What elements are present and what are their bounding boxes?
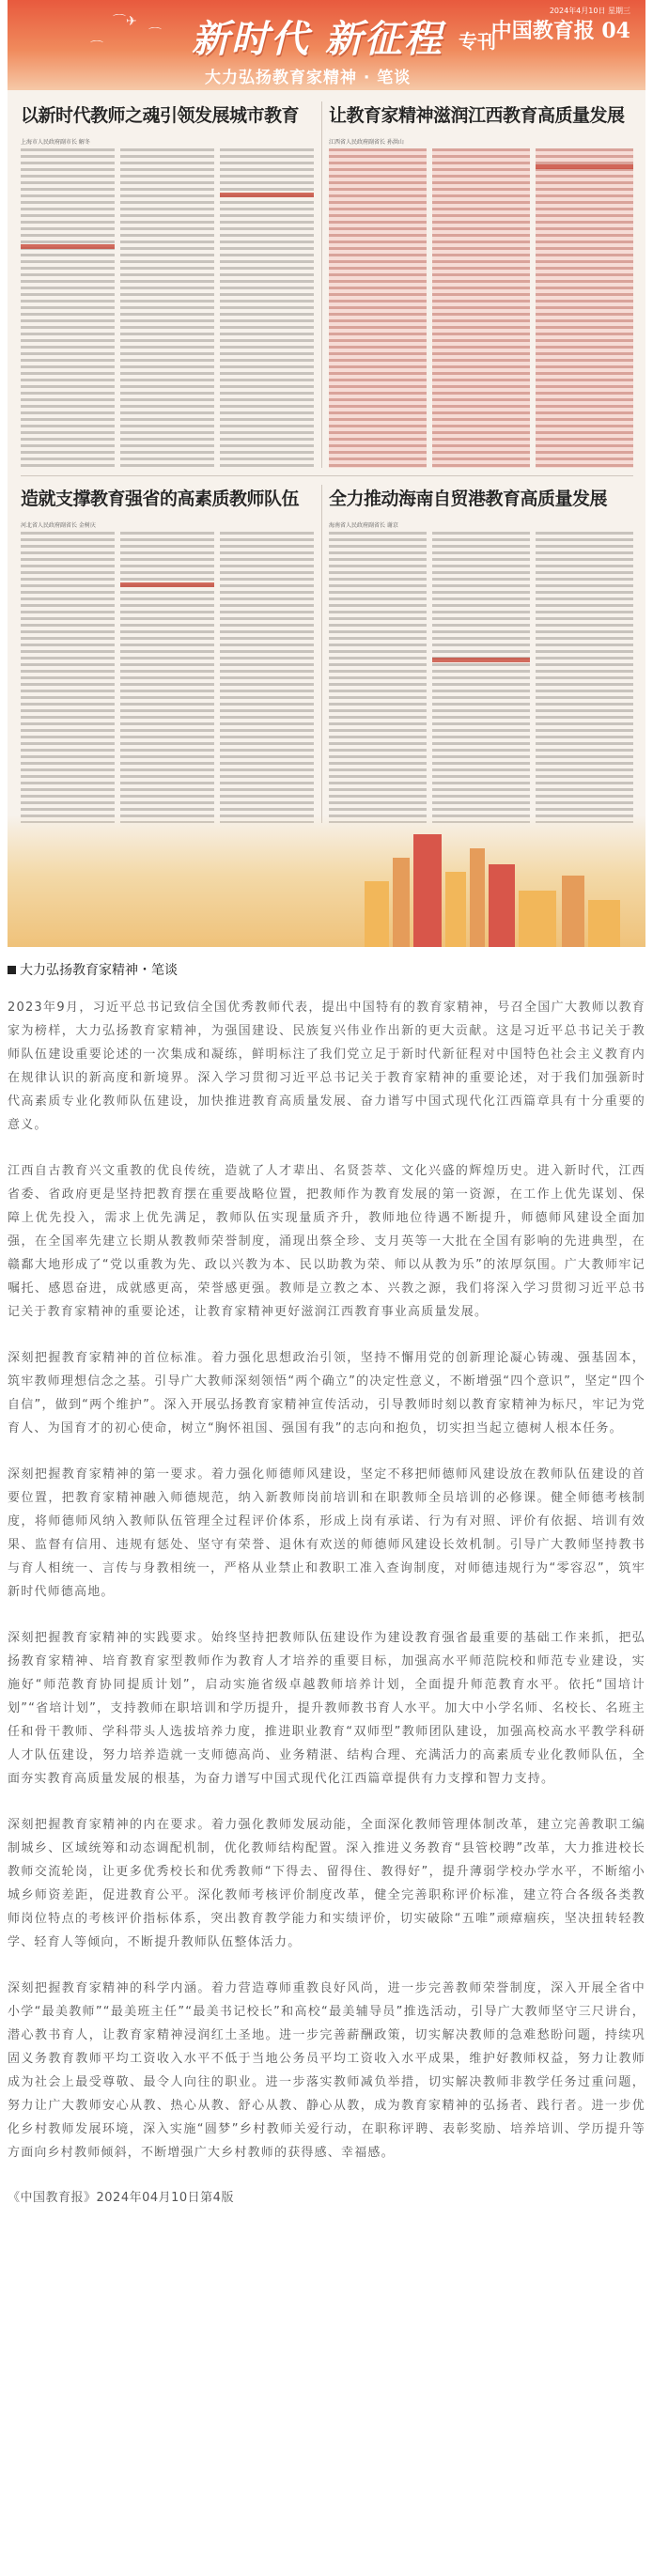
column-text [536, 148, 633, 468]
article-body [8, 960, 645, 2205]
article-source: 《中国教育报》2024年04月10日第4版 [8, 2191, 234, 2205]
column-subhead [21, 244, 115, 249]
masthead-brand [491, 15, 630, 44]
section-label-text: 大力弘扬教育家精神・笔谈 [20, 963, 178, 978]
column-divider [321, 101, 322, 468]
column-text [120, 532, 214, 823]
building-shape [413, 834, 442, 947]
article-paragraph: 深刻把握教育家精神的科学内涵。着力营造尊师重教良好风尚，进一步完善教师荣誉制度，深入开展全省中小学“最美教师”“最美班主任”“最美书记校长”和高校“最美辅导员”推选活动，引导广大教师坚守三尺讲台，潜心教书育人，让教育家精神浸润红土圣地。进一步完善薪酬政策，切实解决教师的急难愁盼问题，持续巩固义务教育教师平均工资收入水平不低于当地公务员平均工资收入水平成果，维护好教师权益，努力让教师成为社会上最受尊敬、最令人向往的职业。进一步落实教师减负举措，切实解决教师非教学任务过重问题，努力让广大教师安心从教、热心从教、舒心从教、静心从教，成为教育家精神的弘扬者、践行者。进一步优化乡村教师发展环境，深入实施“圆梦”乡村教师关爱行动，在职称评聘、表彰奖励、培养培训、学历提升等方面向乡村教师倾斜，不断增强广大乡村教师的获得感、幸福感。 [8, 1981, 645, 2160]
building-shape [470, 848, 485, 947]
column-divider [321, 485, 322, 823]
column-text [432, 148, 530, 468]
building-shape [445, 872, 466, 947]
column-text [120, 148, 214, 468]
column-byline: 河北省人民政府副省长 金树庆 [21, 522, 96, 529]
article-paragraph: 深刻把握教育家精神的第一要求。着力强化师德师风建设，坚定不移把师德师风建设放在教师队伍建设的首要位置，把教育家精神融入师德规范，纳入新教师岗前培训和在职教师全员培训的必修课。健全师德考核制度，将师德师风纳入教师队伍管理全过程评价体系，形成上岗有承诺、行为有对照、评价有依据、培训有效果、监督有信用、违规有惩处、坚守有荣誉、退休有欢送的师德师风建设长效机制。引导广大教师坚持教书与育人相统一、言传与身教相统一，严格从业禁止和教职工准入查询制度，对师德违规行为“零容忍”，筑牢新时代师德高地。 [8, 1467, 645, 1599]
column-subhead [220, 193, 314, 197]
column-text [21, 148, 115, 468]
column-text [329, 148, 427, 468]
column-text [432, 532, 530, 823]
column-headline: 全力推动海南自贸港教育高质量发展 [329, 489, 608, 509]
article-paragraph: 2023年9月，习近平总书记致信全国优秀教师代表，提出中国特有的教育家精神，号召全国广大教师以教育家为榜样，大力弘扬教育家精神，为强国建设、民族复兴伟业作出新的更大贡献。这是习近平总书记关于教师队伍建设重要论述的一次集成和凝练，鲜明标注了我们党立足于新时代新征程对中国特色社会主义教育内在规律认识的新高度和新境界。深入学习贯彻习近平总书记关于教育家精神的重要论述，对于我们加强新时代高素质专业化教师队伍建设，加快推进教育高质量发展、奋力谱写中国式现代化江西篇章具有十分重要的意义。 [8, 1001, 645, 1132]
column-headline: 以新时代教师之魂引领发展城市教育 [21, 105, 300, 126]
column-byline: 上海市人民政府副市长 解冬 [21, 139, 90, 146]
masthead-title [192, 9, 443, 63]
building-shape [562, 876, 584, 947]
column-subhead [432, 658, 530, 662]
section-label [8, 960, 645, 979]
newspaper-page-image [8, 0, 645, 947]
column-text [536, 532, 633, 823]
column-headline: 让教育家精神滋润江西教育高质量发展 [329, 105, 625, 126]
building-shape [519, 891, 556, 947]
bird-icon: ⌒ [148, 27, 162, 42]
masthead-banner [8, 0, 645, 90]
bird-icon: ⌒ [90, 40, 103, 55]
column-byline: 江西省人民政府副省长 孙洪山 [329, 139, 404, 146]
column-text [329, 532, 427, 823]
building-shape [588, 900, 620, 947]
column-text [220, 532, 314, 823]
masthead-subtitle: 大力弘扬教育家精神 · 笔谈 [205, 69, 412, 87]
masthead-date: 2024年4月10日 星期三 [549, 7, 630, 15]
section-divider [21, 475, 633, 476]
column-subhead [536, 164, 633, 169]
square-bullet-icon [8, 966, 16, 974]
article-paragraph: 江西自古教育兴文重教的优良传统，造就了人才辈出、名贤荟萃、文化兴盛的辉煌历史。进入新时代，江西省委、省政府更是坚持把教育摆在重要战略位置，把教师作为教育发展的第一资源，在工作上优先谋划、保障上优先投入，需求上优先满足，教师队伍实现量质齐升，教师地位待遇不断提升，师德师风建设全面加强，在全国率先建立长期从教教师荣誉制度，涌现出蔡全珍、支月英等一大批在全国有影响的先进典型，在赣鄱大地形成了“党以重教为先、政以兴教为本、民以助教为荣、师以从教为乐”的浓厚氛围。广大教师牢记嘱托、感恩奋进，成就感更高，荣誉感更强。教师是立教之本、兴教之源，我们将深入学习贯彻习近平总书记关于教育家精神的重要论述，让教育家精神更好滋润江西教育事业高质量发展。 [8, 1164, 645, 1319]
column-byline: 海南省人民政府副省长 谢京 [329, 522, 398, 529]
column-text [21, 532, 115, 823]
masthead-title-suffix: 专刊 [459, 30, 496, 53]
page-number: 04 [601, 19, 630, 43]
article-paragraph: 深刻把握教育家精神的实践要求。始终坚持把教师队伍建设作为建设教育强省最重要的基础工作来抓，把弘扬教育家精神、培育教育家型教师作为教育人才培养的重要目标，加强高水平师范院校和师范专业建设，实施好“师范教育协同提质计划”，启动实施省级卓越教师培养计划，全面提升师范教育水平。依托“国培计划”“省培计划”，支持教师在职培训和学历提升，提升教师教书育人水平。加大中小学名师、名校长、名班主任和骨干教师、学科带头人选拔培养力度，推进职业教育“双师型”教师团队建设，加强高校高水平教学科研人才队伍建设，努力培养造就一支师德高尚、业务精湛、结构合理、充满活力的高素质专业化教师队伍，全面夯实教育高质量发展的根基，为奋力谱写中国式现代化江西篇章提供有力支撑和智力支持。 [8, 1631, 645, 1786]
building-shape [489, 864, 515, 947]
masthead-title-text: 新时代 新征程 [192, 17, 443, 61]
building-shape [365, 881, 389, 947]
building-shape [393, 858, 410, 947]
column-subhead [120, 582, 214, 587]
article-paragraph: 深刻把握教育家精神的内在要求。着力强化教师发展动能，全面深化教师管理体制改革，建立完善教职工编制城乡、区域统筹和动态调配机制，优化教师结构配置。深入推进义务教育“县管校聘”改革，大力推进校长教师交流轮岗，让更多优秀校长和优秀教师“下得去、留得住、教得好”，提升薄弱学校办学水平，不断缩小城乡师资差距，促进教育公平。深化教师考核评价制度改革，健全完善职称评价标准，建立符合各级各类教师岗位特点的考核评价指标体系，突出教育教学能力和实绩评价，切实破除“五唯”顽瘴痼疾，坚决扭转轻教学、轻育人等倾向，不断提升教师队伍整体活力。 [8, 1818, 645, 1949]
column-headline: 造就支撑教育强省的高素质教师队伍 [21, 489, 300, 509]
bird-icon: ⌒✈ [113, 14, 137, 29]
article-paragraph: 深刻把握教育家精神的首位标准。着力强化思想政治引领，坚持不懈用党的创新理论凝心铸魂、强基固本，筑牢教师理想信念之基。引导广大教师深刻领悟“两个确立”的决定性意义，不断增强“四个意识”，坚定“四个自信”，做到“两个维护”。深入开展弘扬教育家精神宣传活动，引导教师时刻以教育家精神为标尺，牢记为党育人、为国育才的初心使命，树立“胸怀祖国、强国有我”的志向和抱负，切实担当起立德树人根本任务。 [8, 1351, 645, 1435]
brand-name: 中国教育报 [490, 19, 595, 43]
city-skyline-illustration [8, 815, 645, 947]
